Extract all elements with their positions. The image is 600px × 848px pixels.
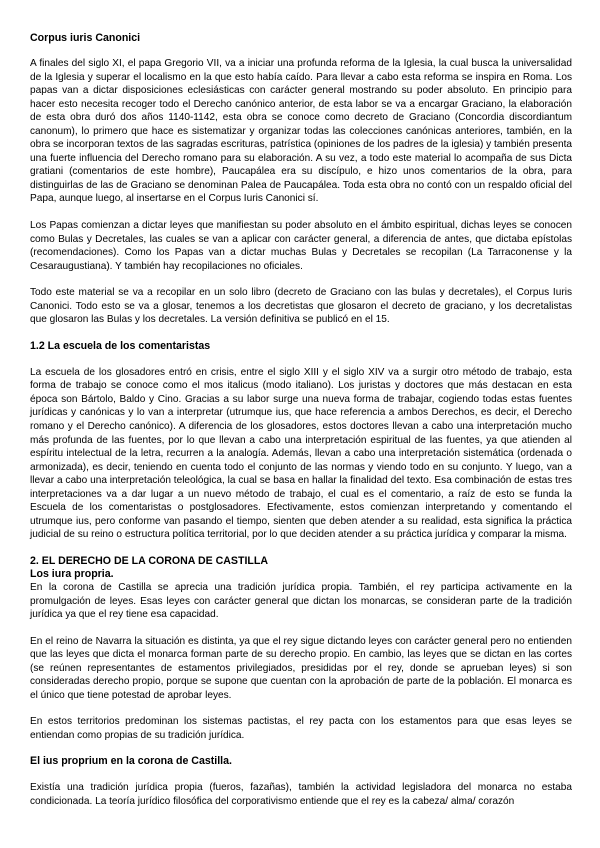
paragraph-reino-navarra: En el reino de Navarra la situación es distinta, ya que el rey sigue dictando leyes con carácter general pero no entienden que las leyes que dicta el monarca forman parte de su derecho propio. En cambio, las leyes que se dictan en las cortes (se reúnen representantes de estamentos privilegiados, presididas por el rey, donde se aprueban leyes) si son consideradas derecho propio, porque se supone que cuentan con la aprobación de parte de la población. El monarca es el único que tiene potestad de aprobar leyes. <box>30 635 572 701</box>
paragraph-corporativismo: Existía una tradición jurídica propia (fueros, fazañas), también la actividad legisladora del monarca no estaba condicionada. La teoría jurídico filosófica del corporativismo entiende que el rey es la cabeza/ alma/ corazón <box>30 782 572 807</box>
heading-corpus-iuris-canonici: Corpus iuris Canonici <box>30 32 141 44</box>
heading-iura-propria: Los iura propria. <box>30 567 114 580</box>
heading-derecho-corona-castilla: 2. EL DERECHO DE LA CORONA DE CASTILLA <box>30 554 268 567</box>
paragraph-gregorio-vii-reforma: A finales del siglo XI, el papa Gregorio VII, va a iniciar una profunda reforma de la Iglesia, la cual busca la universalidad de la Iglesia y superar el localismo en la que esto había caído. Para llevar a cabo esta reforma se inspira en Roma. Los papas van a dictar disposiciones eclesiásticas con carácter general mostrando su poder absoluto. En principio para hacer esto necesita recoger todo el Derecho canónico anterior, de esta labor se va a encargar Graciano, la elaboración de esta obra duró dos años 1140-1142, esta obra se conoce como decreto de Graciano (Concordia discordiantum canonum), lo primero que hace es sistematizar y organizar todas las colecciones canónicas anteriores, también, en la obra se incorporan textos de las sagradas escrituras, patrística (opiniones de los padres de la iglesia) y también presenta una fuerte influencia del Derecho romano para su elaboración. A su vez, a todo este material lo acompaña de sus Dicta gratiani (comentarios de este hombre), Paucapálea era su discípulo, e hizo unos comentarios de la obra, para distinguirlas de las de Graciano se denominan Palea de Paucapálea. Toda esta obra no contó con un respaldo oficial del Papa, aunque luego, al insertarse en el Corpus Iuris Canonici sí. <box>30 58 572 205</box>
heading-escuela-comentaristas: 1.2 La escuela de los comentaristas <box>30 339 211 352</box>
heading-ius-proprium-castilla: El ius proprium en la corona de Castilla. <box>30 755 232 768</box>
paragraph-tradicion-castilla: En la corona de Castilla se aprecia una tradición jurídica propia. También, el rey participa activamente en la promulgación de leyes. Esas leyes con carácter general que dictan los monarcas, se consideran parte de la tradición jurídica ya que el rey tiene esa capacidad. <box>30 581 572 621</box>
paragraph-recopilacion-corpus: Todo este material se va a recopilar en un solo libro (decreto de Graciano con las bulas y decretales), el Corpus Iuris Canonici. Todo esto se va a glosar, tenemos a los decretistas que glosaron el decreto de graciano, y los decretalistas que glosaron las Bulas y los decretales. La versión definitiva se publicó en el 15. <box>30 287 572 326</box>
paragraph-mos-italicus: La escuela de los glosadores entró en crisis, entre el siglo XIII y el siglo XIV va a surgir otro método de trabajo, esta forma de trabajo se conoce como el mos italicus (modo italiano). Los juristas y doctores que más destacan en esta época son Bártolo, Baldo y Cino. Gracias a su labor surge una nueva forma de trabajar, cogiendo todas estas fuentes jurídicas y canónicas y lo van a interpretar (utrumque ius, que hace referencia a ambos Derechos, es decir, el Derecho romano y el Derecho canónico). A diferencia de los glosadores, estos doctores llevan a cabo una interpretación mucho más profunda de las fuentes, por lo que llevan a cabo una interpretación espiritual de las fuentes, ya que atienden al espíritu intelectual de la letra, recurren a la analogía. Además, llevan a cabo una interpretación sistemática (ordenada o armonizada), es decir, teniendo en cuenta todo el conjunto de las normas y viendo todo en su conjunto. Y luego, van a llevar a cabo una interpretación teleológica, la cual se basa en hallar la finalidad del texto. Esa combinación de estas tres interpretaciones va a dar lugar a un nuevo método de trabajo, el cual es el comentario, a raíz de esto se funda la Escuela de los comentaristas o postglosadores. Efectivamente, estos comienzan interpretando y comentando el utrumque ius, pero conforme van pasando el tiempo, sienten que deben atender a su realidad, esta significa la práctica judicial de su reino o estructura política territorial, por lo que deciden atender a su práctica jurídica y comparar la misma. <box>30 366 572 541</box>
paragraph-sistemas-pactistas: En estos territorios predominan los sistemas pactistas, el rey pacta con los estamentos para que esas leyes se entiendan como propias de su tradición jurídica. <box>30 716 572 741</box>
paragraph-bulas-decretales: Los Papas comienzan a dictar leyes que manifiestan su poder absoluto en el ámbito espiritual, dichas leyes se conocen como Bulas y Decretales, las cuales se van a aplicar con carácter general, a diferencia de antes, que dictaba epístolas (recomendaciones). Como los Papas van a dictar muchas Bulas y Decretales se recopilan (La Tarraconense y la Cesaraugustiana). Y también hay recopilaciones no oficiales. <box>30 220 572 272</box>
